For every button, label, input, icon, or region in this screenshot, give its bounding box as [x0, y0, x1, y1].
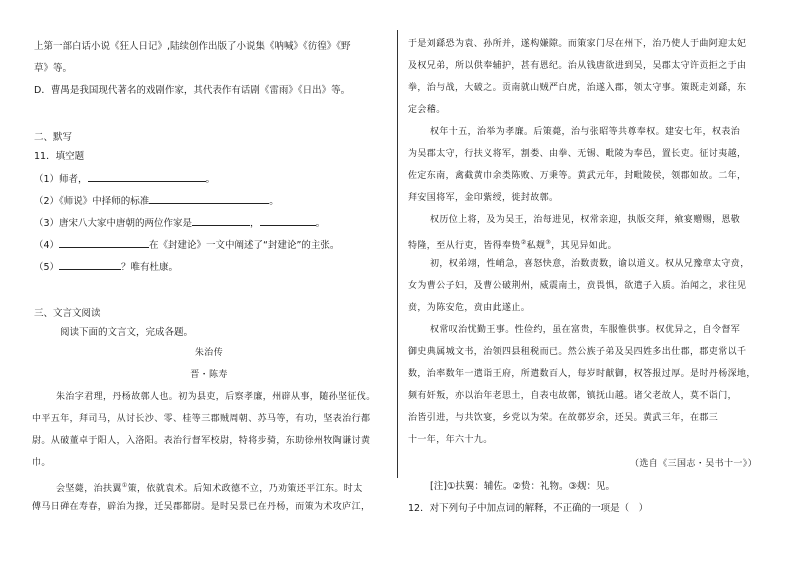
passage-source: （选自《三国志・吴书十一》）	[630, 459, 758, 469]
section-heading: 二、默写	[34, 132, 73, 143]
fill-blank-5: （5） ？唯有杜康。	[34, 262, 179, 273]
passage-line: 女为曹公子妇，及曹公破荆州，威震南土，贲畏惧，欲遣子入质。治闻之，求往见	[408, 281, 747, 291]
passage-title: 朱治传	[194, 348, 224, 358]
passage-line: 权历位上将，及为吴王，治每进见，权常亲迎，执版交拜，飨宴赠赐，恩敬	[430, 215, 741, 225]
passage-line: 佐定东南，禽截黄巾余类陈败、万秉等。黄武元年，封毗陵侯，领郡如故。二年，	[408, 171, 747, 181]
passage-line: 朱治字君理，丹杨故鄣人也。初为县吏，后察孝廉，州辟从事，随孙坚征伐。	[56, 392, 376, 402]
fill-blank-4: （4） 在《封建论》一文中阐述了“封建论”的主张。	[34, 240, 340, 251]
fill-blank-1: （1）师者， 。	[34, 174, 216, 185]
passage-line: 十一年，年六十九。	[408, 435, 493, 445]
passage-line: 拳，治与战，大破之。贡南就山贼严白虎，治遂入郡，领太守事。策既走刘繇，东	[408, 83, 747, 93]
answer-blank[interactable]	[260, 216, 316, 226]
option-d: D．曹禺是我国现代著名的戏剧作家，其代表作有话剧《雷雨》《日出》等。	[34, 85, 351, 96]
answer-blank[interactable]	[88, 172, 206, 182]
passage-line: 及权兄弟，所以供奉辅护，甚有恩纪。治从钱唐欲进到吴，吴郡太守许贡拒之于由	[408, 61, 747, 71]
passage-line: 为吴郡太守，行扶义将军，割娄、由拳、无锡、毗陵为奉邑，置长吏。征讨夷越，	[408, 149, 747, 159]
passage-line: 定会稽。	[408, 105, 446, 115]
passage-line: 贲，为陈安危，贲由此遂止。	[408, 303, 531, 313]
passage-line: 傅马日䃅在寿春，辟治为掾，迁吴郡都尉。是时吴景已在丹杨，而策为术攻庐江，	[32, 502, 371, 512]
passage-line: 权常叹治忧勤王事。性俭约，虽在富贵，车服惟供事。权优异之，自令督军	[430, 325, 741, 335]
passage-line: 特隆，至从行吏，皆得奉贽②私觌③，其见异如此。	[408, 239, 617, 251]
annotation-note: [注]①扶翼：辅佐。②贽：礼物。③觌：见。	[430, 481, 615, 492]
answer-blank[interactable]	[192, 216, 250, 226]
passage-author: 晋・陈寿	[190, 370, 228, 380]
column-divider	[397, 30, 398, 478]
passage-line: 权年十五，治举为孝廉。后策薨，治与张昭等共尊奉权。建安七年，权表治	[430, 127, 741, 137]
answer-blank[interactable]	[149, 194, 269, 204]
right-column	[408, 0, 768, 561]
passage-line: 数，治率数年一遣诣王府，所遣数百人，每岁时献御，权答报过厚。是时丹杨深地，	[408, 369, 756, 379]
passage-line: 频有奸叛，亦以治年老思土，自表屯故鄣，镇抚山越。诸父老故人，莫不诣门，	[408, 391, 738, 401]
footnote-marker: ③	[545, 239, 552, 246]
question-title: 11．填空题	[34, 151, 85, 162]
passage-line: 会坚薨，治扶翼①策，依就袁术。后知术政德不立，乃劝策还平江东。时太	[56, 482, 363, 494]
text-line: 上第一部白话小说《狂人日记》,陆续创作出版了小说集《呐喊》《彷徨》《野	[34, 41, 351, 52]
left-column	[28, 0, 390, 561]
instruction: 阅读下面的文言文，完成各题。	[60, 327, 194, 338]
passage-line: 御史典属城文书，治领四县租税而已。然公族子弟及吴四姓多出仕郡，郡吏常以千	[408, 347, 747, 357]
question-title: 12．对下列句子中加点词的解释，不正确的一项是（ ）	[408, 503, 649, 514]
fill-blank-2: （2）《师说》中择师的标准 。	[34, 196, 279, 207]
passage-line: 尉。从破董卓于阳人，入洛阳。表治行督军校尉，特将步骑，东助徐州牧陶谦讨黄	[32, 436, 371, 446]
fill-blank-3: （3）唐宋八大家中唐朝的两位作家是 ， 。	[34, 218, 326, 229]
footnote-marker: ②	[520, 239, 527, 246]
passage-line: 中平五年，拜司马，从讨长沙、零、桂等三郡贼周朝、苏马等，有功，坚表治行都	[32, 414, 371, 424]
answer-blank[interactable]	[59, 238, 149, 248]
passage-line: 拜安国将军，金印紫绶，徙封故鄣。	[408, 193, 559, 203]
section-heading: 三、文言文阅读	[34, 308, 101, 319]
passage-line: 治皆引进，与共饮宴，乡党以为荣。在故鄣岁余，还吴。黄武三年，在郡三	[408, 413, 719, 423]
passage-line: 于是刘繇恐为袁、孙所并，遂构嫌隙。而策家门尽在州下，治乃使人于曲阿迎太妃	[408, 39, 747, 49]
passage-line: 巾。	[32, 458, 51, 468]
text-line: 草》等。	[34, 63, 73, 74]
footnote-marker: ①	[121, 482, 128, 489]
passage-line: 初，权弟翊，性峭急，喜怒快意，治数责数，谕以道义。权从兄豫章太守贲，	[430, 259, 750, 269]
answer-blank[interactable]	[59, 260, 121, 270]
